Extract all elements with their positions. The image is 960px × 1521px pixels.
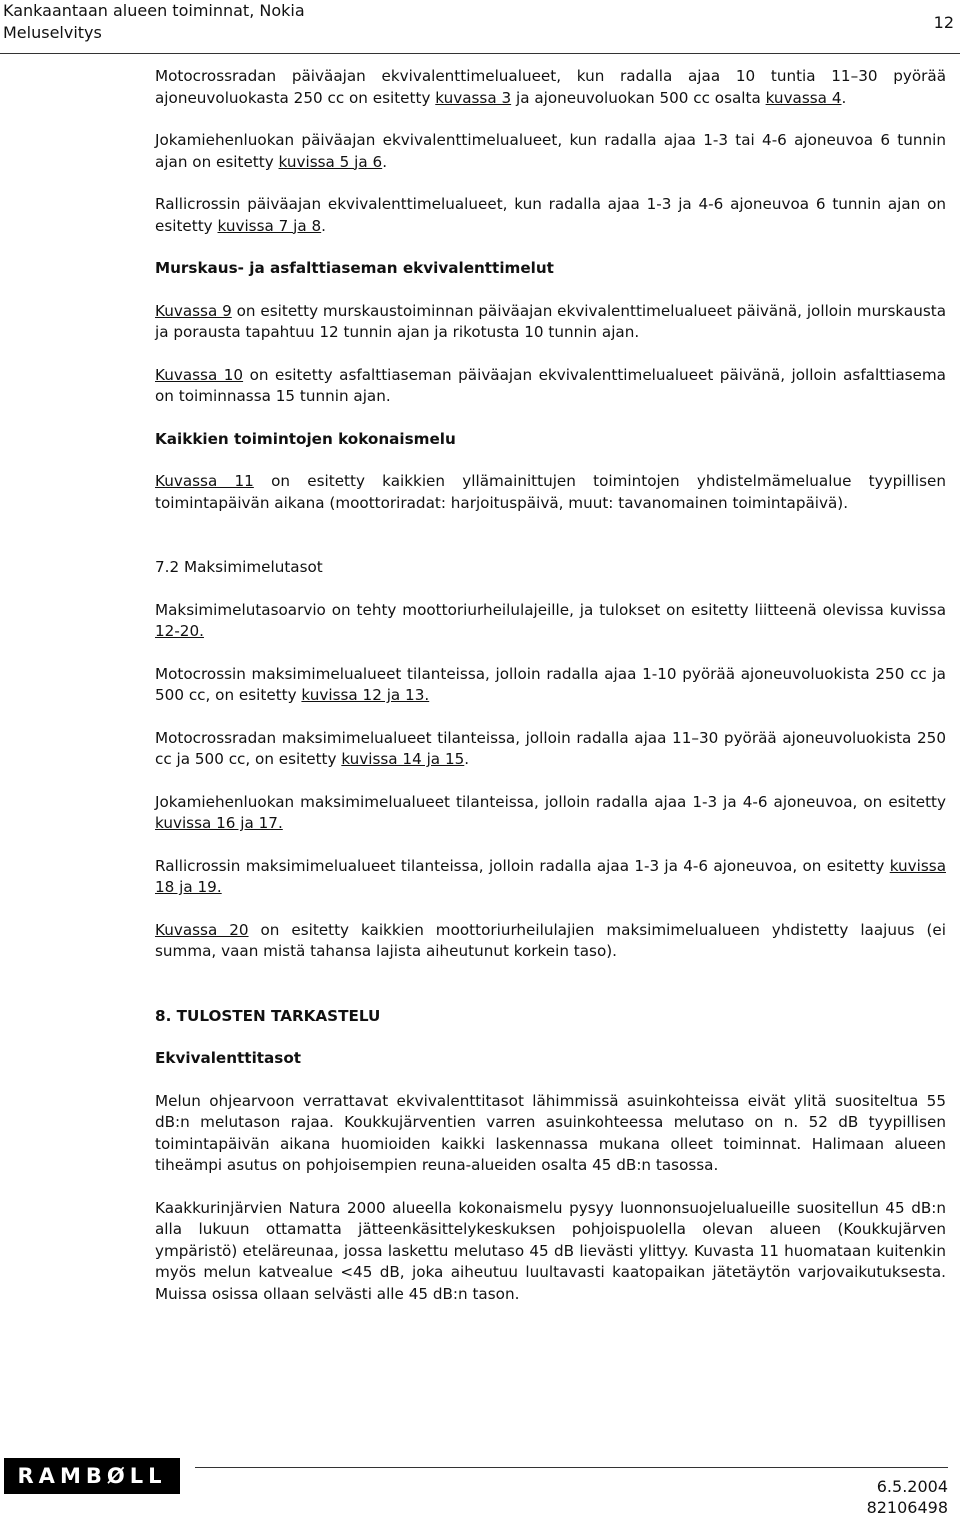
paragraph: Rallicrossin maksimimelualueet tilanteissa, jolloin radalla ajaa 1-3 ja 4-6 ajoneuvoa, on esitetty kuvissa 18 ja 19.	[155, 856, 946, 896]
section-heading: Murskaus- ja asfalttiaseman ekvivalenttimelut	[155, 259, 554, 277]
header-title: Kankaantaan alueen toiminnat, Nokia	[3, 1, 305, 20]
paragraph: Rallicrossin päiväajan ekvivalenttimelualueet, kun radalla ajaa 1-3 ja 4-6 ajoneuvoa 6 tunnin ajan on esitetty kuvissa 7 ja 8.	[155, 195, 946, 235]
figure-link[interactable]: Kuvassa 10	[155, 365, 244, 384]
paragraph: Melun ohjearvoon verrattavat ekvivalenttitasot lähimmissä asuinkohteissa eivät ylitä suositeltua 55 dB:n melutason rajaa. Koukkujärventien varren asuinkohteessa melutaso on n. 52 dB tyypillisen toimintapäivän aikana huomioiden kaikki laskennassa mukana olleet toiminnat. Halimaan alueen tiheämpi asutus on pohjoisempien reuna-alueiden osalta 45 dB:n tasossa.	[155, 1091, 946, 1174]
footer-date: 6.5.2004	[876, 1477, 948, 1496]
figure-link[interactable]: 12-20.	[155, 622, 204, 640]
chapter-heading: 8. TULOSTEN TARKASTELU	[155, 1006, 381, 1025]
paragraph: Kuvassa 11 on esitetty kaikkien yllämainittujen toimintojen yhdistelmämelualue tyypillisen toimintapäivän aikana (moottoriradat: harjoituspäivä, muut: tavanomainen toimintapäivä).	[155, 472, 946, 512]
figure-link[interactable]: Kuvassa 20	[155, 920, 249, 939]
figure-link[interactable]: Kuvassa 9	[155, 301, 232, 320]
header-rule	[0, 53, 960, 54]
document-body	[155, 66, 946, 1326]
section-heading: Kaikkien toimintojen kokonaismelu	[155, 429, 456, 448]
paragraph: Kuvassa 20 on esitetty kaikkien moottoriurheilulajien maksimimelualueen yhdistetty laajuus (ei summa, vaan mistä tahansa lajista aiheutunut korkein taso).	[155, 920, 946, 960]
paragraph: Motocrossradan maksimimelualueet tilanteissa, jolloin radalla ajaa 11–30 pyörää ajoneuvoluokista 250 cc ja 500 cc, on esitetty kuvissa 14 ja 15.	[155, 728, 946, 768]
header-subtitle: Meluselvitys	[3, 23, 102, 42]
paragraph: Kuvassa 10 on esitetty asfalttiaseman päiväajan ekvivalenttimelualueet päivänä, jolloin asfalttiasema on toiminnassa 15 tunnin ajan.	[155, 365, 946, 405]
paragraph: Jokamiehenluokan päiväajan ekvivalenttimelualueet, kun radalla ajaa 1-3 tai 4-6 ajoneuvoa 6 tunnin ajan on esitetty kuvissa 5 ja 6.	[155, 131, 946, 171]
figure-link[interactable]: Kuvassa 11	[155, 472, 254, 490]
figure-link[interactable]: kuvissa 5 ja 6	[278, 152, 383, 171]
paragraph: Motocrossradan päiväajan ekvivalenttimelualueet, kun radalla ajaa 10 tuntia 11–30 pyörää ajoneuvoluokasta 250 cc on esitetty kuvassa 3 ja ajoneuvoluokan 500 cc osalta kuvassa 4.	[155, 67, 946, 107]
footer-info	[867, 1476, 948, 1518]
figure-link[interactable]: kuvassa 3	[435, 88, 512, 107]
paragraph: Jokamiehenluokan maksimimelualueet tilanteissa, jolloin radalla ajaa 1-3 ja 4-6 ajoneuvoa, on esitetty kuvissa 16 ja 17.	[155, 792, 946, 832]
figure-link[interactable]: kuvissa 7 ja 8	[217, 216, 322, 235]
footer-rule	[195, 1467, 948, 1468]
ramboll-logo: RAMBØLL	[4, 1458, 180, 1494]
paragraph: Kaakkurinjärvien Natura 2000 alueella kokonaismelu pysyy luonnonsuojelualueille suositellun 45 dB:n alla lukuun ottamatta jätteenkäsittelykeskuksen pohjoispuolella olevan alueen (Koukkujärven ympäristö) eteläreunaa, jossa laskettu melutaso 45 dB lievästi ylittyy. Kuvasta 11 huomataan kuitenkin myös melun katvealue <45 dB, joka aiheutuu luultavasti kaatopaikan jätetäytön varjovaikutuksesta. Muissa osissa ollaan selvästi alle 45 dB:n tason.	[155, 1198, 946, 1303]
figure-link[interactable]: kuvissa 12 ja 13.	[301, 686, 430, 704]
subsection-heading: 7.2 Maksimimelutasot	[155, 558, 323, 576]
footer-number: 82106498	[866, 1498, 948, 1517]
figure-link[interactable]: kuvissa 14 ja 15	[341, 750, 465, 768]
section-heading: Ekvivalenttitasot	[155, 1049, 302, 1067]
paragraph: Maksimimelutasoarvio on tehty moottoriurheilulajeille, ja tulokset on esitetty liitteenä olevissa kuvissa 12-20.	[155, 600, 946, 640]
paragraph: Motocrossin maksimimelualueet tilanteissa, jolloin radalla ajaa 1-10 pyörää ajoneuvoluokista 250 cc ja 500 cc, on esitetty kuvissa 12 ja 13.	[155, 664, 946, 704]
figure-link[interactable]: kuvassa 4	[765, 88, 842, 107]
paragraph: Kuvassa 9 on esitetty murskaustoiminnan päiväajan ekvivalenttimelualueet päivänä, jolloin murskausta ja porausta tapahtuu 12 tunnin ajan ja rikotusta 10 tunnin ajan.	[155, 301, 946, 341]
document-header	[3, 0, 305, 44]
page-number: 12	[933, 13, 954, 32]
figure-link[interactable]: kuvissa 18 ja 19.	[155, 856, 946, 896]
figure-link[interactable]: kuvissa 16 ja 17.	[155, 814, 283, 832]
